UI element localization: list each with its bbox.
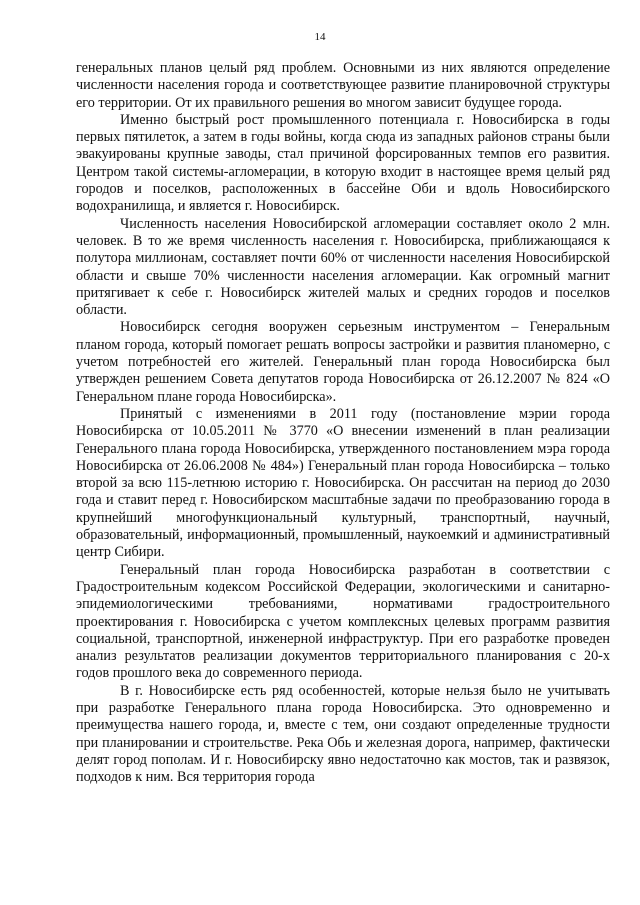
paragraph-industrial-growth: Именно быстрый рост промышленного потенциала г. Новосибирска в годы первых пятилеток, а затем в годы войны, когда сюда из западных районов страны были эвакуированы крупные заводы, стал причиной форсированных темпов его развития. Центром такой системы-агломерации, в которую входит в настоящее время целый ряд городов и поселков, расположенных в бассейне Оби и вдоль Новосибирского водохранилища, и является г. Новосибирск. bbox=[76, 111, 610, 215]
paragraph-continuation: генеральных планов целый ряд проблем. Основными из них являются определение численности населения города и соответствующее развитие планировочной структуры его территории. От их правильного решения во многом зависит будущее города. bbox=[76, 60, 610, 111]
paragraph-city-features: В г. Новосибирске есть ряд особенностей, которые нельзя было не учитывать при разработке Генерального плана города Новосибирска. Это одновременно и преимущества нашего города, и, вместе с тем, они создают определенные трудности при планировании и строительстве. Река Обь и железная дорога, например, фактически делят город пополам. И г. Новосибирску явно недостаточно как мостов, так и развязок, подходов к ним. Вся территория города bbox=[76, 682, 610, 786]
paragraph-population: Численность населения Новосибирской агломерации составляет около 2 млн. человек. В то же время численность населения г. Новосибирска, приближающаяся к полутора миллионам, составляет почти 60% от численности населения Новосибирской области и свыше 70% численности населения агломерации. Как огромный магнит притягивает к себе г. Новосибирск жителей малых и средних городов и поселков области. bbox=[76, 215, 610, 319]
paragraph-plan-development: Генеральный план города Новосибирска разработан в соответствии с Градостроительным кодексом Российской Федерации, экологическими и санитарно-эпидемиологическими требованиями, нормативами градостроительного проектирования г. Новосибирска с учетом комплексных целевых программ развития социальной, транспортной, инженерной инфраструктур. При его разработке проведен анализ результатов реализации документов территориального планирования с 20-х годов прошлого века до современного периода. bbox=[76, 561, 610, 682]
paragraph-plan-changes: Принятый с изменениями в 2011 году (постановление мэрии города Новосибирска от 10.05.2011 № 3770 «О внесении изменений в план реализации Генерального плана города Новосибирска, утвержденного постановлением мэра города Новосибирска от 26.06.2008 № 484») Генеральный план города Новосибирска – только второй за всю 115-летнюю историю г. Новосибирска. Он рассчитан на период до 2030 года и ставит перед г. Новосибирском масштабные задачи по преобразованию города в крупнейший многофункциональный культурный, транспортный, научный, образовательный, информационный, промышленный, наукоемкий и административный центр Сибири. bbox=[76, 405, 610, 561]
page-number: 14 bbox=[314, 31, 326, 43]
document-body bbox=[76, 60, 610, 786]
paragraph-general-plan: Новосибирск сегодня вооружен серьезным инструментом – Генеральным планом города, который помогает решать вопросы застройки и развития планомерно, с учетом потребностей его жителей. Генеральный план города Новосибирска был утвержден решением Совета депутатов города Новосибирска от 26.12.2007 № 824 «О Генеральном плане города Новосибирска». bbox=[76, 319, 610, 405]
